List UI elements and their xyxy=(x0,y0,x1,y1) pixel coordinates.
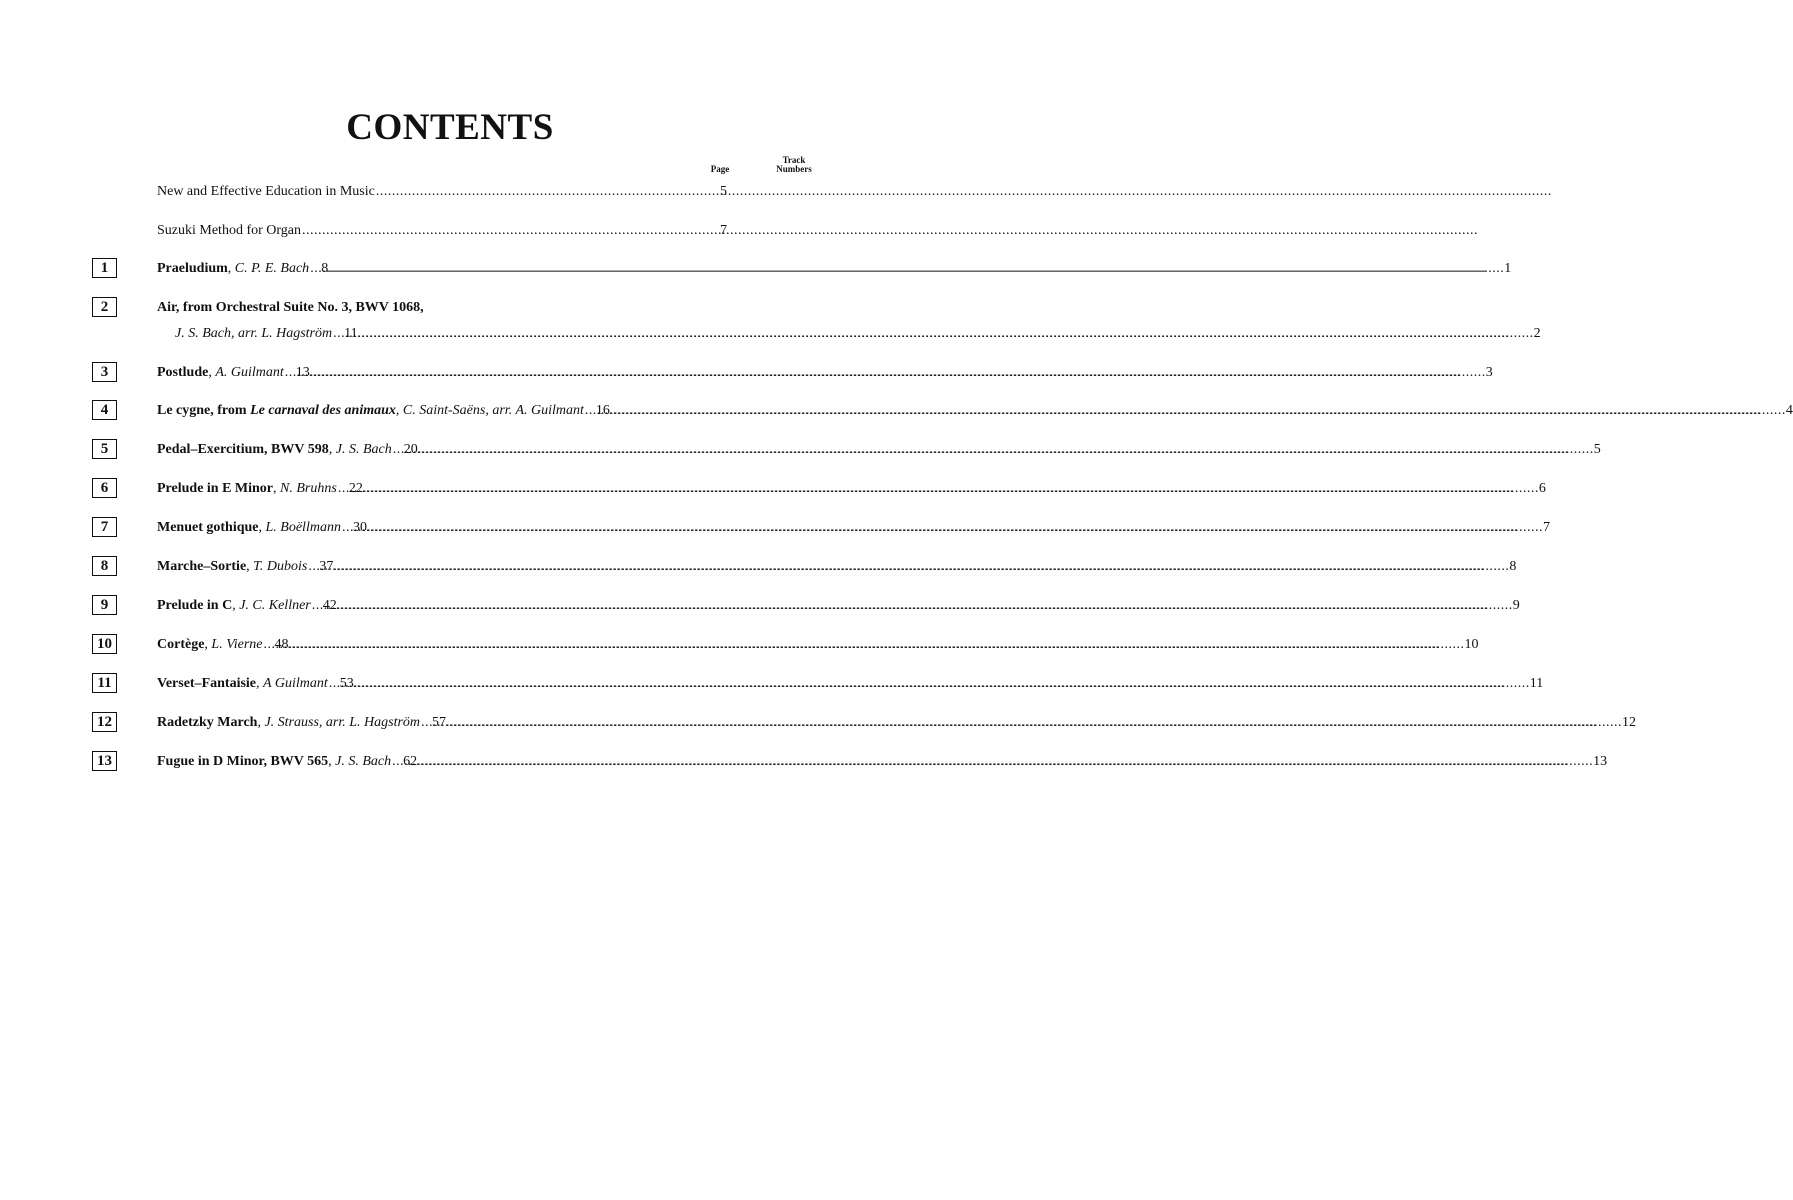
track-header-line-1: Track xyxy=(782,155,806,165)
piece-number-box: 9 xyxy=(92,595,117,615)
contents-entry[interactable] xyxy=(157,597,1520,615)
dot-leader xyxy=(333,325,343,343)
piece-number-box: 5 xyxy=(92,439,117,459)
piece-number-box: 8 xyxy=(92,556,117,576)
dot-leader xyxy=(446,714,1622,732)
composer: L. Vierne xyxy=(211,637,263,652)
dot-leader xyxy=(421,714,431,732)
dot-leader xyxy=(392,753,402,771)
separator: , xyxy=(395,403,403,418)
track-number: 10 xyxy=(1464,637,1479,652)
dot-leader xyxy=(289,636,1465,654)
separator: , xyxy=(328,442,336,457)
piece-number-box: 10 xyxy=(92,634,117,654)
contents-entry[interactable] xyxy=(157,364,1493,382)
separator: , xyxy=(208,365,216,380)
piece-title: Praeludium xyxy=(157,261,228,276)
track-number: 4 xyxy=(1785,403,1793,418)
dot-leader xyxy=(585,402,595,420)
piece-number-box: 7 xyxy=(92,517,117,537)
piece-number-box: 13 xyxy=(92,751,117,771)
dot-leader xyxy=(367,519,1543,537)
dot-leader xyxy=(312,597,322,615)
dot-leader xyxy=(610,402,1786,420)
composer: C. Saint-Saëns, arr. A. Guilmant xyxy=(402,403,584,418)
piece-title: Pedal–Exercitium, BWV 598 xyxy=(157,442,329,457)
dot-leader xyxy=(329,675,339,693)
page-number: 8 xyxy=(321,261,329,276)
composer: A Guilmant xyxy=(263,676,328,691)
dot-leader xyxy=(337,597,1513,615)
piece-number-box: 12 xyxy=(92,712,117,732)
page-number: 11 xyxy=(344,326,358,341)
page-column-header: Page xyxy=(710,164,730,174)
dot-leader xyxy=(354,675,1530,693)
page-number: 5 xyxy=(720,184,727,199)
composer: J. S. Bach, arr. L. Hagström xyxy=(175,326,333,341)
piece-number-box: 3 xyxy=(92,362,117,382)
contents-entry[interactable] xyxy=(157,441,1601,459)
track-number: 5 xyxy=(1593,442,1601,457)
separator: , xyxy=(246,559,254,574)
track-number: 6 xyxy=(1538,481,1546,496)
separator: , xyxy=(232,598,240,613)
separator: , xyxy=(328,754,336,769)
piece-title: Radetzky March xyxy=(157,715,258,730)
track-header-line-2: Numbers xyxy=(776,164,812,174)
dot-leader xyxy=(363,480,1539,498)
composer: J. S. Bach xyxy=(335,442,392,457)
dot-leader xyxy=(310,364,1486,382)
piece-number-box: 6 xyxy=(92,478,117,498)
composer: J. C. Kellner xyxy=(239,598,311,613)
contents-entry[interactable] xyxy=(157,636,1479,654)
track-number: 7 xyxy=(1542,520,1550,535)
intro-entry[interactable] xyxy=(157,183,802,201)
dot-leader xyxy=(264,636,274,654)
track-number: 13 xyxy=(1593,754,1608,769)
page-number: 30 xyxy=(352,520,367,535)
piece-title: Menuet gothique xyxy=(157,520,259,535)
track-number: 12 xyxy=(1622,715,1637,730)
track-number: 2 xyxy=(1533,326,1541,341)
dot-leader xyxy=(418,441,1594,459)
composer: A. Guilmant xyxy=(215,365,284,380)
composer: T. Dubois xyxy=(253,559,308,574)
contents-entry[interactable] xyxy=(157,753,1608,771)
dot-leader xyxy=(310,260,320,278)
composer: N. Bruhns xyxy=(280,481,337,496)
piece-number-box: 4 xyxy=(92,400,117,420)
piece-number-box: 2 xyxy=(92,297,117,317)
page-number: 57 xyxy=(432,715,447,730)
track-numbers-column-header xyxy=(765,156,823,174)
page-number: 37 xyxy=(319,559,334,574)
page-number: 13 xyxy=(295,365,310,380)
separator: , xyxy=(256,676,264,691)
contents-entry[interactable] xyxy=(157,402,1793,420)
composer: J. Strauss, arr. L. Hagström xyxy=(264,715,421,730)
track-number: 1 xyxy=(1504,261,1512,276)
piece-title: Air, from Orchestral Suite No. 3, BWV 1068, xyxy=(157,300,424,315)
page-number: 53 xyxy=(339,676,354,691)
piece-title: Verset–Fantaisie xyxy=(157,676,257,691)
contents-entry[interactable] xyxy=(157,558,1517,576)
piece-number-box: 1 xyxy=(92,258,117,278)
intro-title: Suzuki Method for Organ xyxy=(157,223,301,238)
piece-title: Cortège xyxy=(157,637,205,652)
page-title: CONTENTS xyxy=(346,107,554,148)
piece-title: Fugue in D Minor, BWV 565 xyxy=(157,754,329,769)
composer: L. Boëllmann xyxy=(265,520,341,535)
track-number: 9 xyxy=(1512,598,1520,613)
page-number: 42 xyxy=(322,598,337,613)
dot-leader xyxy=(338,480,348,498)
dot-leader xyxy=(393,441,403,459)
piece-number-box: 11 xyxy=(92,673,117,693)
composer: J. S. Bach xyxy=(335,754,392,769)
dot-leader xyxy=(342,519,352,537)
page-number: 7 xyxy=(720,223,727,238)
piece-title: Prelude in C xyxy=(157,598,233,613)
page-number: 48 xyxy=(274,637,289,652)
separator: , xyxy=(204,637,212,652)
page-number: 20 xyxy=(403,442,418,457)
separator: , xyxy=(257,715,265,730)
composer: C. P. E. Bach xyxy=(234,261,310,276)
track-number: 11 xyxy=(1529,676,1544,691)
page-number: 16 xyxy=(595,403,610,418)
dot-leader xyxy=(417,753,1593,771)
track-number: 8 xyxy=(1509,559,1517,574)
dot-leader xyxy=(358,325,1534,343)
separator: , xyxy=(258,520,266,535)
page-number: 62 xyxy=(403,754,418,769)
contents-entry[interactable] xyxy=(157,299,1541,343)
contents-entry[interactable] xyxy=(157,714,1637,732)
contents-entry[interactable] xyxy=(157,519,1550,537)
track-number: 3 xyxy=(1485,365,1493,380)
piece-title: Le cygne, from xyxy=(157,403,251,418)
dot-leader xyxy=(302,222,719,240)
contents-entry[interactable] xyxy=(157,480,1546,498)
separator: , xyxy=(227,261,235,276)
contents-entry[interactable] xyxy=(157,675,1544,693)
separator: , xyxy=(273,481,281,496)
piece-title-italic: Le carnaval des animaux xyxy=(250,403,396,418)
dot-leader xyxy=(376,183,719,201)
intro-title: New and Effective Education in Music xyxy=(157,184,375,199)
piece-title: Postlude xyxy=(157,365,209,380)
dot-leader xyxy=(333,558,1509,576)
page-number: 22 xyxy=(348,481,363,496)
dot-leader xyxy=(328,260,1504,278)
dot-leader xyxy=(308,558,318,576)
contents-entry[interactable] xyxy=(157,260,1512,278)
dot-leader xyxy=(285,364,295,382)
intro-entry[interactable] xyxy=(157,222,802,240)
piece-title: Marche–Sortie xyxy=(157,559,247,574)
piece-title: Prelude in E Minor xyxy=(157,481,274,496)
